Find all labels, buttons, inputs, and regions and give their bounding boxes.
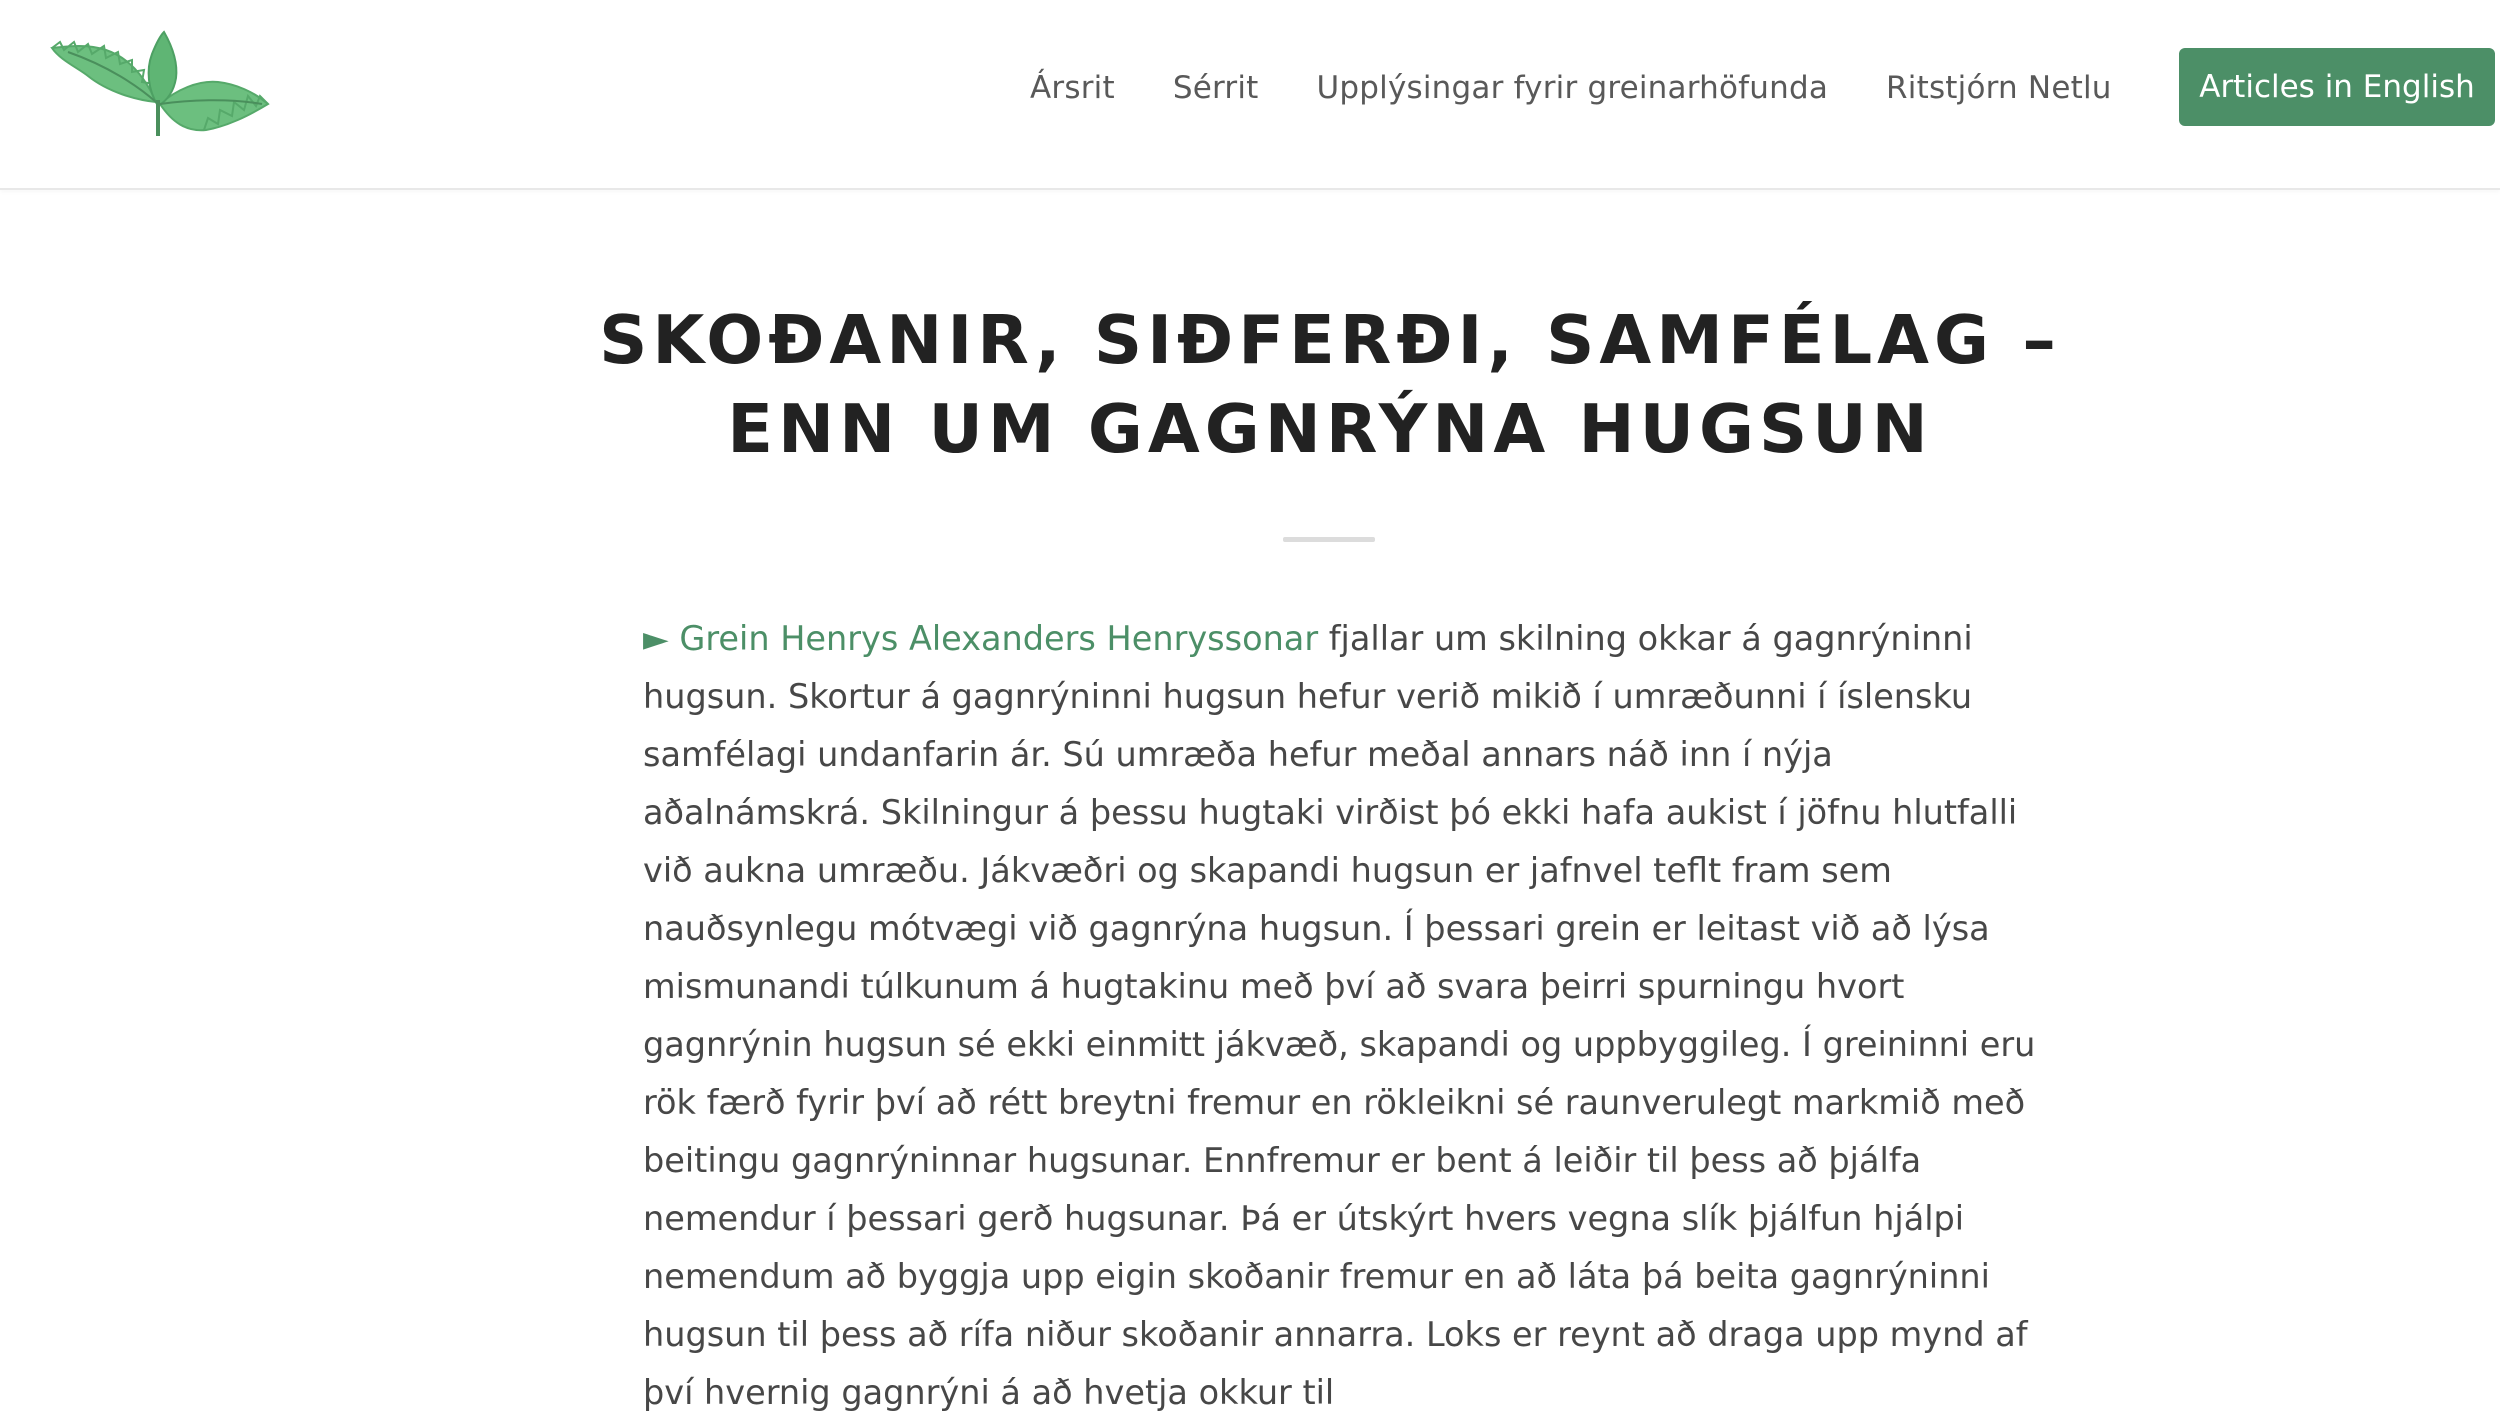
nettle-leaf-icon[interactable] <box>48 30 270 138</box>
nav-item-arsrit[interactable]: Ársrit <box>1030 70 1115 106</box>
arrow-right-icon: ► <box>643 619 669 658</box>
author-link[interactable]: Grein Henrys Alexanders Henryssonar <box>679 619 1319 658</box>
abstract-text: fjallar um skilning okkar á gagnrýninni hugsun. Skortur á gagnrýninni hugsun hefur verið mikið í umræðunni í íslensku samfélagi undanfarin ár. Sú umræða hefur meðal annars náð inn í nýja aðalnámskrá. Skilningur á þessu hugtaki virðist þó ekki hafa aukist í jöfnu hlutfalli við aukna umræðu. Jákvæðri og skapandi hugsun er jafnvel teflt fram sem nauðsynlegu mótvægi við gagnrýna hugsun. Í þessari grein er leitast við að lýsa mismunandi túlkunum á hugtakinu með því að svara þeirri spurningu hvort gagnrýnin hugsun sé ekki einmitt jákvæð, skapandi og uppbyggileg. Í greininni eru rök færð fyrir því að rétt breytni fremur en rökleikni sé raunverulegt markmið með beitingu gagnrýninnar hugsunar. Ennfremur er bent á leiðir til þess að þjálfa nemendur í þessari gerð hugsunar. Þá er útskýrt hvers vegna slík þjálfun hjálpi nemendum að byggja upp eigin skoðanir fremur en að láta þá beita gagnrýninni hugsun til þess að rífa niður skoðanir annarra. Loks er reynt að draga upp mynd af því hvernig gagnrýni á að hvetja okkur til <box>643 619 2036 1412</box>
nav-item-author-info[interactable]: Upplýsingar fyrir greinarhöfunda <box>1316 70 1829 106</box>
main-nav <box>1030 48 2170 128</box>
article-title: SKOÐANIR, SIÐFERÐI, SAMFÉLAG – ENN UM GAGNRÝNA HUGSUN <box>599 301 2061 468</box>
articles-in-english-button[interactable]: Articles in English <box>2179 48 2495 126</box>
title-divider <box>1283 537 1375 542</box>
nav-item-editorial-board[interactable]: Ritstjórn Netlu <box>1886 70 2112 106</box>
site-header <box>0 0 2500 190</box>
article-abstract <box>643 610 2038 1422</box>
nav-item-serrit[interactable]: Sérrit <box>1172 70 1259 106</box>
